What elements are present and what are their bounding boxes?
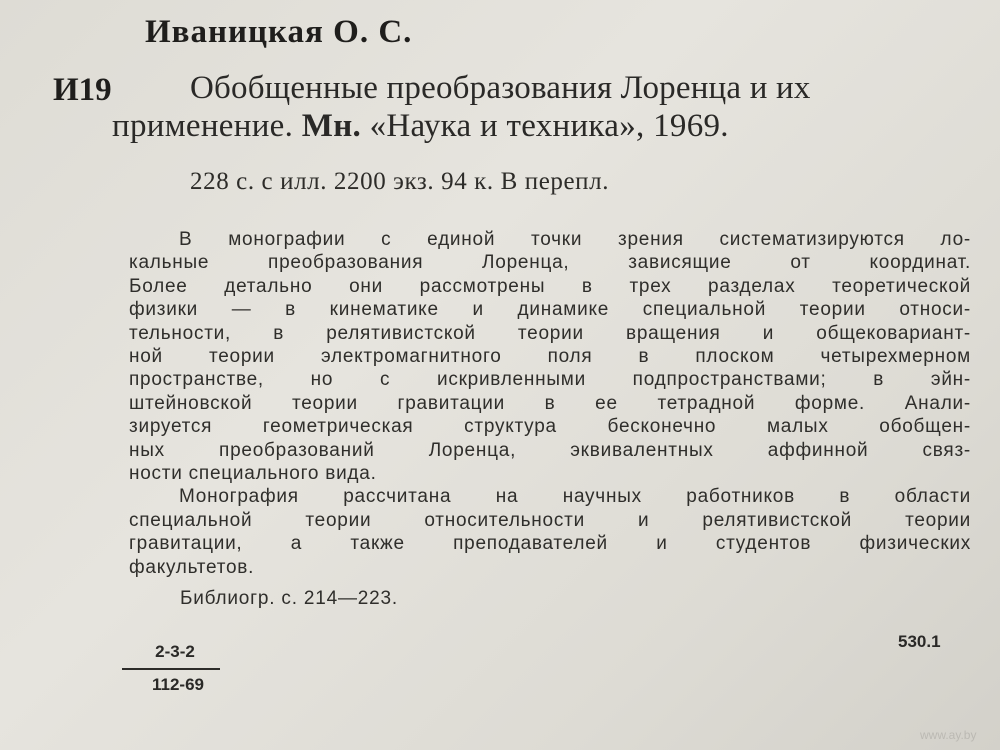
index-code: И19 [53,72,112,108]
fraction-bar [122,668,220,670]
abstract-line: гравитации, а также преподавателей и студентов физических [129,533,971,555]
abstract-line: факультетов. [129,556,255,578]
fraction-numerator: 2-3-2 [155,642,195,661]
author-name: Иваницкая О. С. [145,14,413,50]
abstract-text [129,228,971,579]
abstract-line: Монография рассчитана на научных работников в области [179,486,971,508]
abstract-line: ности специального вида. [129,463,377,485]
abstract-line: пространстве, но с искривленными подпространствами; в эйн- [129,369,971,391]
udc-code: 530.1 [898,632,941,651]
book-title-line-1: Обобщенные преобразования Лоренца и их [190,70,811,106]
bibliography-note: Библиогр. с. 214—223. [180,588,398,609]
abstract-line: специальной теории относительности и релятивистской теории [129,509,971,531]
abstract-line: зируется геометрическая структура бесконечно малых обобщен- [129,416,971,438]
bibliographic-description: 228 с. с илл. 2200 экз. 94 к. В перепл. [190,168,610,195]
publisher-and-year: «Наука и техника», 1969. [369,108,729,144]
title-continuation: применение. [112,108,294,144]
abstract-line: физики — в кинематике и динамике специальной теории относи- [129,299,971,321]
book-title-line-2 [112,108,729,145]
abstract-line: В монографии с единой точки зрения систематизируются ло- [179,229,971,250]
catalog-fraction [122,642,220,695]
fraction-denominator: 112-69 [152,675,204,694]
abstract-line: штейновской теории гравитации в ее тетрадной форме. Анали- [129,392,971,414]
publication-city: Мн. [301,108,362,144]
abstract-line: кальные преобразования Лоренца, зависящие от координат. [129,252,971,274]
abstract-line: ной теории электромагнитного поля в плоском четырехмерном [129,346,971,368]
abstract-line: тельности, в релятивистской теории вращения и общековариант- [129,322,971,344]
abstract-line: ных преобразований Лоренца, эквивалентных аффинной связ- [129,439,971,461]
abstract-line: Более детально они рассмотрены в трех разделах теоретической [129,275,971,297]
watermark: www.ay.by [920,728,977,742]
